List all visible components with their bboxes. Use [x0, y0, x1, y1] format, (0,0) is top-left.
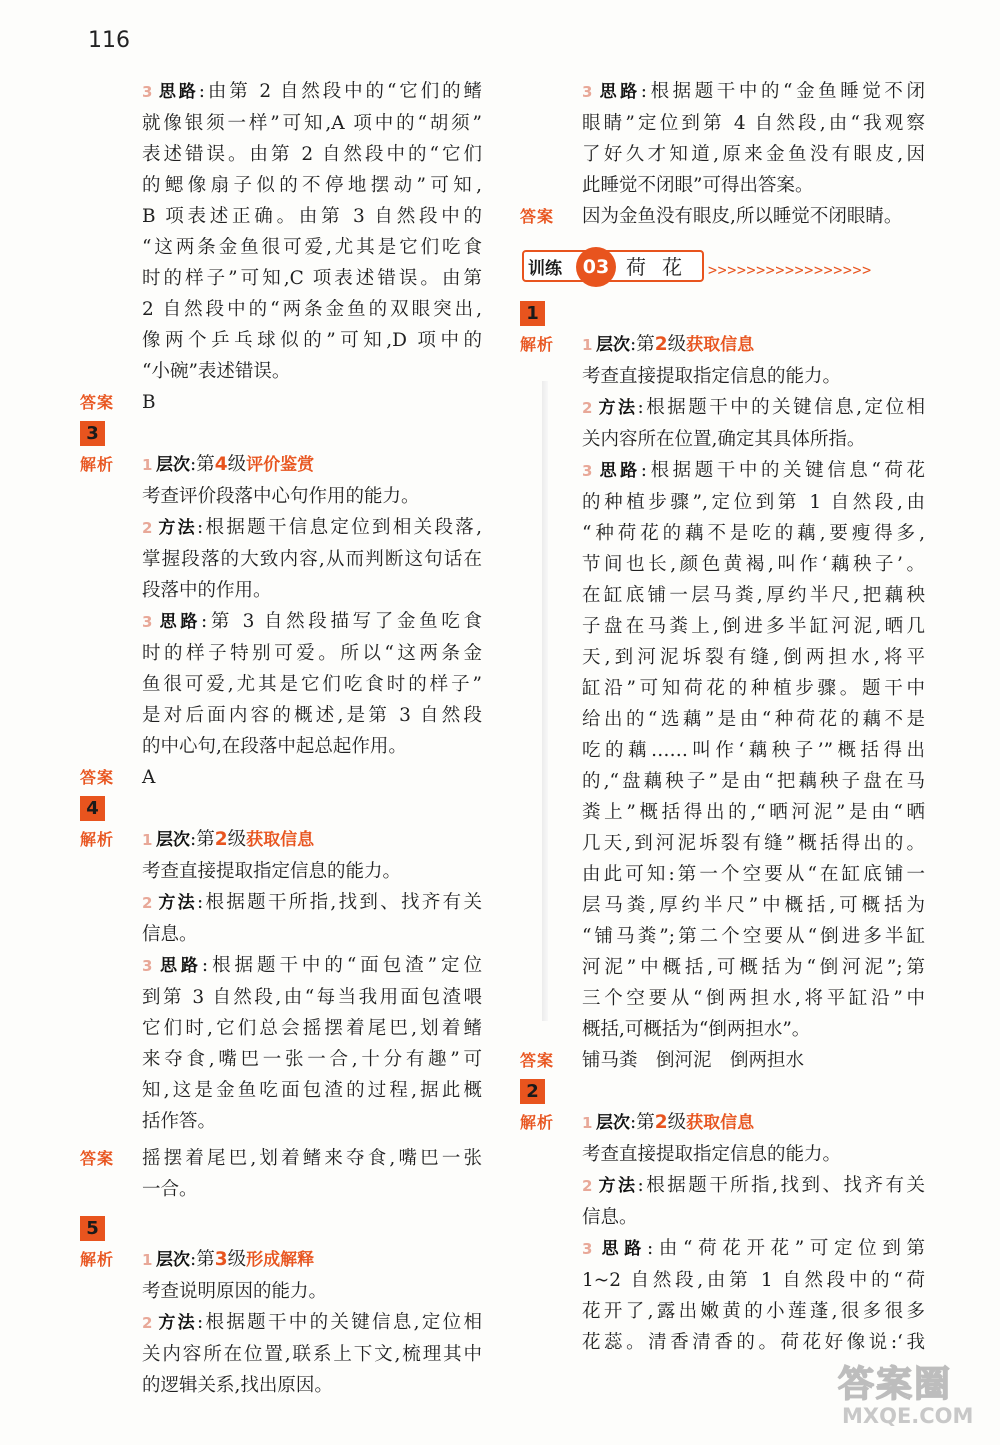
question-number-badge: 2 — [520, 1079, 545, 1104]
answer-row — [80, 762, 482, 793]
text-line: 段落中的作用。 — [142, 580, 272, 601]
level-desc: 考查评价段落中心句作用的能力。 — [142, 486, 420, 507]
text-line: 时的样子特别可爱。所以“这两条金 — [142, 643, 482, 664]
text-line: 层马粪,厚约半尺”中概括,可概括为 — [582, 895, 925, 916]
analysis-tag: 解析 — [520, 1113, 555, 1132]
text-line: 时的样子”可知,C 项表述错误。由第 — [142, 268, 482, 289]
text-line: 关内容所在位置,联系上下文,梳理其中 — [142, 1344, 482, 1365]
text-line: 三个空要从“倒两担水,将平缸沿”中 — [582, 988, 925, 1009]
level-desc: 考查直接提取指定信息的能力。 — [582, 1144, 842, 1165]
answer-row — [80, 1143, 482, 1205]
text-line: 就像银须一样”可知,A 项中的“胡须” — [142, 113, 482, 134]
answer-tag: 答案 — [80, 768, 115, 787]
step-marker-icon: 1 — [142, 456, 153, 474]
answer-tag: 答案 — [80, 393, 115, 412]
level-name: 评价鉴赏 — [246, 455, 315, 475]
level-desc: 考查直接提取指定信息的能力。 — [142, 861, 402, 882]
text-line: 知,这是金鱼吃面包渣的过程,据此概 — [142, 1080, 482, 1101]
answer-tag: 答案 — [520, 207, 555, 226]
question-2: 2 解析 1 层次:第2级获取信息 考查直接提取指定信息的能力。 2 方法:根据题干所指,找到、找齐有关 信息。 3 思路:由“荷花开花”可定位到第 1~2 自然段,由第 1 自然段中的“荷 花开了,露出嫩黄的小莲蓬,很多很多 花蕊。清香清香的。荷花好像说:‘我 — [520, 1076, 925, 1358]
text-line: 此睡觉不闭眼”可得出答案。 — [582, 175, 814, 196]
text-line: 的,“盘藕秧子”是由“把藕秧子盘在马 — [582, 771, 925, 792]
text-line: 节间也长,颜色黄褐,叫作‘藕秧子’。 — [582, 554, 925, 575]
question-number-badge: 4 — [80, 796, 105, 821]
text-line: 眼睛”定位到第 4 自然段,由“我观察 — [582, 113, 925, 134]
text-line: 在缸底铺一层马粪,厚约半尺,把藕秧 — [582, 585, 925, 606]
answer-text: 铺马粪 倒河泥 倒两担水 — [582, 1050, 805, 1071]
page-number: 116 — [88, 28, 130, 53]
level-line: 1 层次:第4级评价鉴赏 — [142, 449, 482, 481]
text-line: 粪上”概括得出的,“晒河泥”是由“晒 — [582, 802, 925, 823]
answer-tag: 答案 — [520, 1051, 555, 1070]
step-marker-icon: 1 — [142, 831, 153, 849]
step-marker-icon: 3 — [582, 83, 593, 101]
step-marker-icon: 1 — [142, 1251, 153, 1269]
text-line: 像两个乒乓球似的”可知,D 项中的 — [142, 330, 482, 351]
level-line: 1 层次:第2级获取信息 — [582, 329, 925, 361]
step-marker-icon: 2 — [142, 1314, 153, 1332]
text-line: 是对后面内容的概述,是第 3 自然段 — [142, 705, 482, 726]
text-line: 天,到河泥坼裂有缝,倒两担水,将平 — [582, 647, 925, 668]
answer-row — [520, 1045, 925, 1076]
answer-tag: 答案 — [80, 1149, 115, 1168]
analysis-tag: 解析 — [80, 830, 115, 849]
watermark-text: 答案圈 — [838, 1364, 953, 1405]
text-line: 的中心句,在段落中起总起作用。 — [142, 736, 407, 757]
text-line: 信息。 — [142, 924, 198, 945]
question-number-badge: 1 — [520, 301, 545, 326]
step-marker-icon: 2 — [582, 399, 593, 417]
question-1: 1 解析 1 层次:第2级获取信息 考查直接提取指定信息的能力。 2 方法:根据题干中的关键信息,定位相 关内容所在位置,确定其具体所指。 3 思路:根据题干中的关键信息“荷花 的种植步骤”,定位到第 1 自然段,由 “种荷花的藕不是吃的藕,要瘦得多, 节间也长,颜色黄褐,叫作‘藕秧子’。 在缸底铺一层马粪,厚约半尺,把藕秧 子盘在马粪上,倒进多半缸河泥,晒几 天,到河泥坼裂有缝,倒两担水,将平 缸沿”可知荷花的种植步骤。题干中 给出的“选藕”是由“种荷花的藕不是 吃的藕……叫作‘藕秧子’”概括得出 的,“盘藕秧子”是由“把藕秧子盘在马 粪上”概括得出的,“晒河泥”是由“晒 几天,到河泥坼裂有缝”概括得出的。 由此可知:第一个空要从“在缸底铺一 层马粪,厚约半尺”中概括,可概括为 “铺马粪”;第二个空要从“倒进多半缸 河泥”中概括,可概括为“倒河泥”;第 三个空要从“倒两担水,将平缸沿”中 概括,可概括为“倒两担水”。 答案 铺马粪 倒河泥 倒两担水 — [520, 298, 925, 1076]
step-marker-icon: 2 — [142, 519, 153, 537]
text-line: 缸沿”可知荷花的种植步骤。题干中 — [582, 678, 925, 699]
step-marker-icon: 2 — [582, 1177, 593, 1195]
text-line: 花蕊。清香清香的。荷花好像说:‘我 — [582, 1332, 925, 1353]
watermark-url: MXQE.COM — [842, 1404, 974, 1428]
section-arrows-icon: >>>>>>>>>>>>>>>>> — [708, 261, 872, 279]
text-line: 了好久才知道,原来金鱼没有眼皮,因 — [582, 144, 925, 165]
level-name: 获取信息 — [686, 1113, 755, 1133]
question-4: 4 解析 1 层次:第2级获取信息 考查直接提取指定信息的能力。 2 方法:根据题干所指,找到、找齐有关 信息。 3 思路:根据题干中的“面包渣”定位 到第 3 自然段,由“每当我用面包渣喂 它们时,它们总会摇摆着尾巴,划着鳍 来夺食,嘴巴一张一合,十分有趣”可 知,这是金鱼吃面包渣的过程,据此概 括作答。 答案 摇摆着尾巴,划着鳍来夺食,嘴巴一张 一合。 — [80, 793, 482, 1205]
step-marker-icon: 1 — [582, 336, 593, 354]
right-column — [520, 76, 925, 1358]
text-line: “铺马粪”;第二个空要从“倒进多半缸 — [582, 926, 925, 947]
analysis-tag: 解析 — [80, 455, 115, 474]
text-line: 掌握段落的大致内容,从而判断这句话在 — [142, 549, 482, 570]
watermark-logo — [838, 1356, 988, 1436]
step-marker-icon: 3 — [142, 83, 153, 101]
level-line: 1 层次:第2级获取信息 — [142, 824, 482, 856]
question-5: 5 解析 1 层次:第3级形成解释 考查说明原因的能力。 2 方法:根据题干中的关键信息,定位相 关内容所在位置,联系上下文,梳理其中 的逻辑关系,找出原因。 — [80, 1213, 482, 1401]
text-line: 括作答。 — [142, 1111, 217, 1132]
step-marker-icon: 3 — [142, 957, 153, 975]
step-marker-icon: 3 — [582, 1240, 593, 1258]
section-number-badge: 03 — [576, 247, 616, 287]
text-line: “种荷花的藕不是吃的藕,要瘦得多, — [582, 523, 925, 544]
level-desc: 考查直接提取指定信息的能力。 — [582, 366, 842, 387]
text-line: 吃的藕……叫作‘藕秧子’”概括得出 — [582, 740, 925, 761]
text-line: 来夺食,嘴巴一张一合,十分有趣”可 — [142, 1049, 482, 1070]
analysis-tag: 解析 — [80, 1250, 115, 1269]
answer-text: A — [142, 767, 156, 788]
text-line: 的鳃像扇子似的不停地摆动”可知, — [142, 175, 482, 196]
thinking-label: 思路 — [156, 82, 199, 102]
text-line: B 项表述正确。由第 3 自然段中的 — [142, 206, 482, 227]
text-line: 关内容所在位置,确定其具体所指。 — [582, 429, 866, 450]
text-line: 的逻辑关系,找出原因。 — [142, 1375, 333, 1396]
text-line: 花开了,露出嫩黄的小莲蓬,很多很多 — [582, 1301, 925, 1322]
text-line: 河泥”中概括,可概括为“倒河泥”;第 — [582, 957, 925, 978]
answer-text: B — [142, 392, 156, 413]
step-marker-icon: 3 — [142, 613, 153, 631]
thinking-block-top: 3 思路:根据题干中的“金鱼睡觉不闭 眼睛”定位到第 4 自然段,由“我观察 了好久才知道,原来金鱼没有眼皮,因 此睡觉不闭眼”可得出答案。 — [520, 76, 925, 201]
analysis-tag: 解析 — [520, 335, 555, 354]
answer-text: 因为金鱼没有眼皮,所以睡觉不闭眼睛。 — [582, 206, 903, 227]
text-line: 概括,可概括为“倒两担水”。 — [582, 1019, 811, 1040]
section-title: 荷花 — [626, 255, 698, 279]
level-name: 获取信息 — [686, 335, 755, 355]
text-line: 1~2 自然段,由第 1 自然段中的“荷 — [582, 1270, 925, 1291]
level-name: 获取信息 — [246, 830, 315, 850]
text-line: 鱼很可爱,尤其是它们吃食时的样子” — [142, 674, 482, 695]
level-name: 形成解释 — [246, 1250, 315, 1270]
question-number-badge: 3 — [80, 421, 105, 446]
text-line: 给出的“选藕”是由“种荷花的藕不是 — [582, 709, 925, 730]
left-column — [80, 76, 482, 1401]
text-line: 2 自然段中的“两条金鱼的双眼突出, — [142, 299, 482, 320]
text-line: “这两条金鱼很可爱,尤其是它们吃食 — [142, 237, 482, 258]
text-line: 信息。 — [582, 1207, 638, 1228]
thinking-block-q2: 3 思路:由第 2 自然段中的“它们的鳍 就像银须一样”可知,A 项中的“胡须” 表述错误。由第 2 自然段中的“它们 的鳃像扇子似的不停地摆动”可知, B 项表述正确。由第 3 自然段中的 “这两条金鱼很可爱,尤其是它们吃食 时的样子”可知,C 项表述错误。由第 2 自然段中的“两条金鱼的双眼突出, 像两个乒乓球似的”可知,D 项中的 “小碗”表述错误。 — [80, 76, 482, 387]
step-marker-icon: 2 — [142, 894, 153, 912]
question-3: 3 解析 1 层次:第4级评价鉴赏 考查评价段落中心句作用的能力。 2 方法:根据题干信息定位到相关段落, 掌握段落的大致内容,从而判断这句话在 段落中的作用。 3 思路:第 3 自然段描写了金鱼吃食 时的样子特别可爱。所以“这两条金 鱼很可爱,尤其是它们吃食时的样子” 是对后面内容的概述,是第 3 自然段 的中心句,在段落中起总起作用。 答案 A — [80, 418, 482, 793]
text-line: 的种植步骤”,定位到第 1 自然段,由 — [582, 492, 925, 513]
text-line: 表述错误。由第 2 自然段中的“它们 — [142, 144, 482, 165]
level-line: 1 层次:第2级获取信息 — [582, 1107, 925, 1139]
text-line: 由第 2 自然段中的“它们的鳍 — [204, 81, 482, 102]
answer-row-top — [520, 201, 925, 232]
text-line: “小碗”表述错误。 — [142, 361, 291, 382]
answer-row-q2 — [80, 387, 482, 418]
section-label: 训练 — [528, 259, 562, 279]
answer-text: 一合。 — [142, 1179, 198, 1200]
level-line: 1 层次:第3级形成解释 — [142, 1244, 482, 1276]
section-header — [520, 250, 925, 284]
text-line: 几天,到河泥坼裂有缝”概括得出的。 — [582, 833, 925, 854]
text-line: 由此可知:第一个空要从“在缸底铺一 — [582, 864, 925, 885]
text-line: 子盘在马粪上,倒进多半缸河泥,晒几 — [582, 616, 925, 637]
question-number-badge: 5 — [80, 1216, 105, 1241]
text-line: 到第 3 自然段,由“每当我用面包渣喂 — [142, 987, 482, 1008]
step-marker-icon: 1 — [582, 1114, 593, 1132]
answer-text: 摇摆着尾巴,划着鳍来夺食,嘴巴一张 — [142, 1148, 482, 1169]
level-desc: 考查说明原因的能力。 — [142, 1281, 328, 1302]
text-line: 它们时,它们总会摇摆着尾巴,划着鳍 — [142, 1018, 482, 1039]
step-marker-icon: 3 — [582, 462, 593, 480]
